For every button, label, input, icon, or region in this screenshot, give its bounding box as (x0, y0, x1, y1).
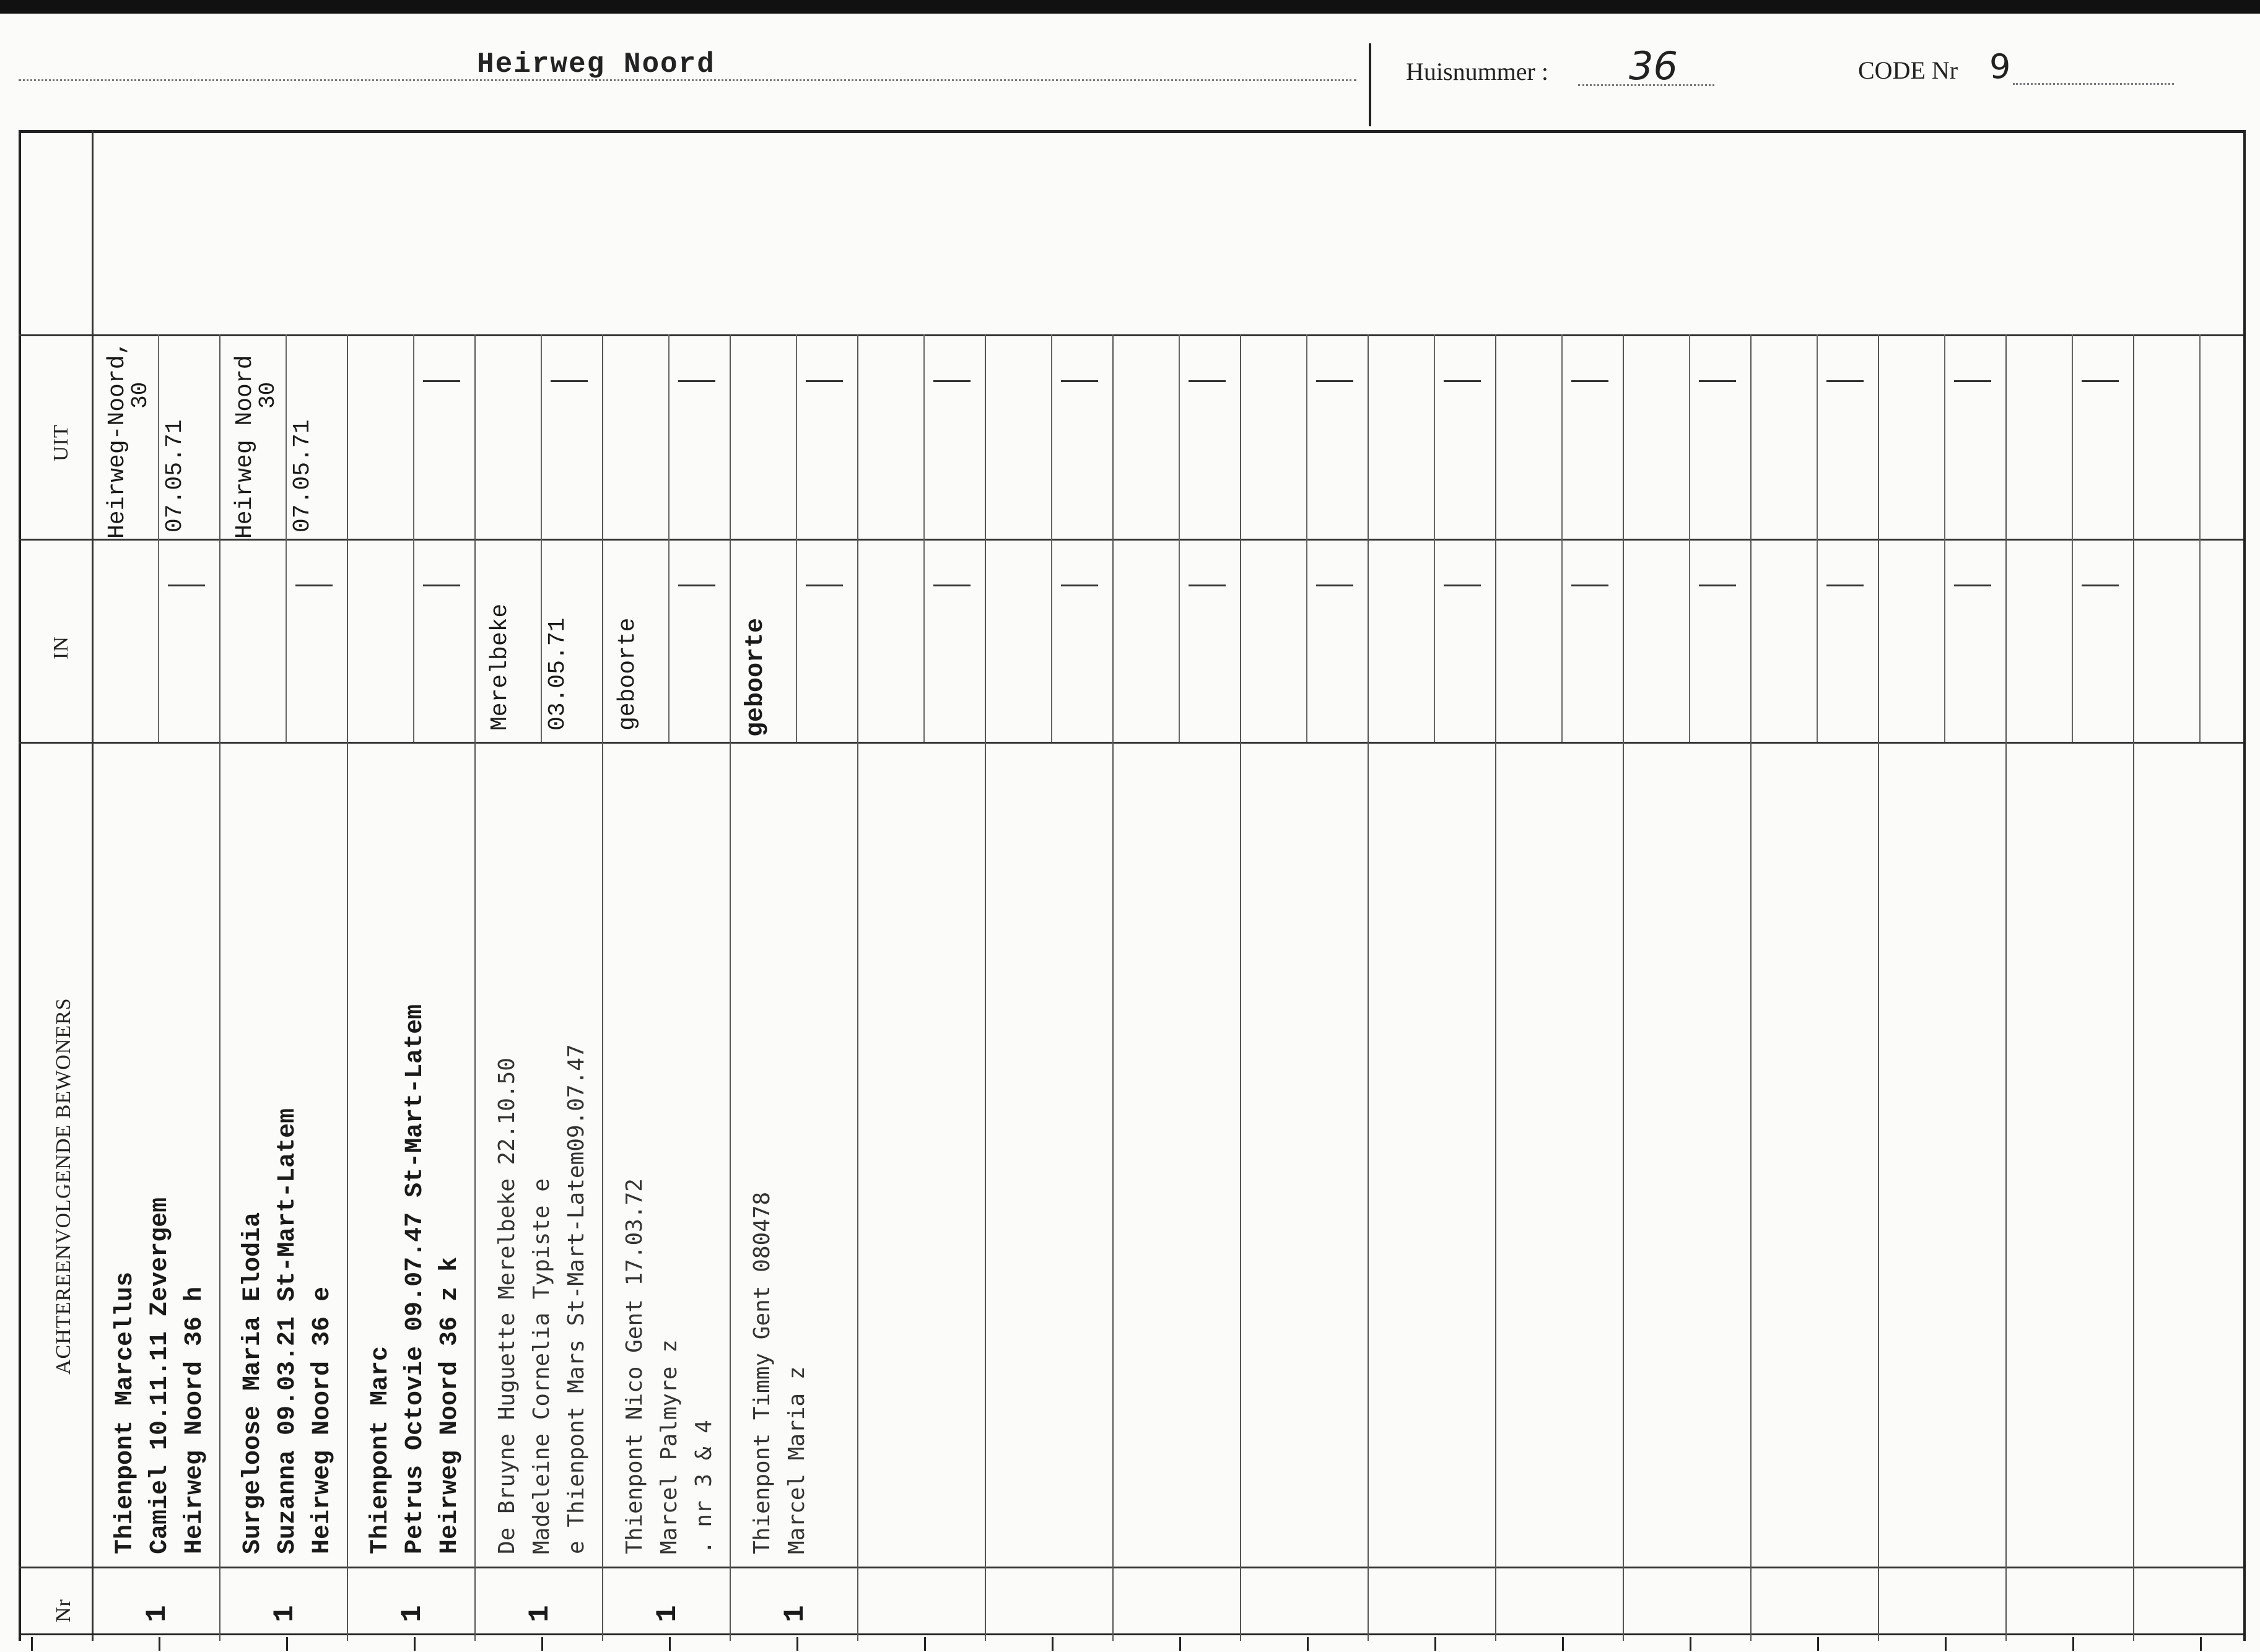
uit-place: Heirweg-Noord, (104, 341, 131, 539)
uit-empty-dash (1189, 380, 1226, 382)
nr-value: 1 (652, 1605, 684, 1622)
bottom-tick (669, 1637, 671, 1651)
row-divider (19, 742, 2243, 744)
bewoner-line: . nr 3 & 4 (691, 1420, 717, 1554)
bottom-tick (31, 1637, 33, 1651)
frame-top (19, 130, 2243, 133)
column-divider (730, 334, 731, 1641)
in-empty-dash (295, 585, 333, 586)
bewoner-line: Madeleine Cornelia Typiste e (529, 1178, 554, 1554)
bewoner-line: Thienpont Nico Gent 17.03.72 (622, 1178, 647, 1554)
frame-left (19, 130, 21, 1641)
nr-value: 1 (779, 1605, 811, 1622)
row-divider (19, 334, 2243, 336)
huisnummer-value: 36 (1629, 43, 1678, 89)
in-empty-dash (933, 585, 971, 586)
bewoner-line: Thienpont Marcellus (111, 1271, 139, 1554)
nr-value: 1 (396, 1605, 429, 1622)
uit-empty-dash (1061, 380, 1098, 382)
bottom-tick (286, 1637, 288, 1651)
bottom-tick (159, 1637, 160, 1651)
bewoner-line: e Thienpont Mars St-Mart-Latem09.07.47 (564, 1044, 589, 1554)
street-name: Heirweg Noord (477, 48, 715, 80)
bewoner-line: Heirweg Noord 36 z k (436, 1256, 464, 1554)
code-label: CODE Nr (1858, 56, 1958, 84)
bottom-tick (2072, 1637, 2074, 1651)
header-divider (1369, 43, 1371, 126)
huisnummer-label: Huisnummer : (1406, 58, 1548, 85)
bewoner-line: De Bruyne Huguette Merelbeke 22.10.50 (494, 1058, 520, 1554)
subcolumn-divider (2199, 334, 2201, 742)
bottom-tick (1052, 1637, 1054, 1651)
bottom-tick (414, 1637, 416, 1651)
in-empty-dash (1444, 585, 1481, 586)
bottom-tick (796, 1637, 798, 1651)
uit-empty-dash (1699, 380, 1736, 382)
uit-empty-dash (933, 380, 971, 382)
column-divider (1240, 334, 1241, 1641)
nr-value: 1 (269, 1605, 301, 1622)
subcolumn-divider (413, 334, 414, 742)
in-empty-dash (1954, 585, 1991, 586)
column-divider (347, 334, 348, 1641)
row-divider (19, 539, 2243, 541)
in-empty-dash (168, 585, 205, 586)
uit-empty-dash (423, 380, 460, 382)
uit-empty-dash (806, 380, 843, 382)
subcolumn-divider (1051, 334, 1052, 742)
column-divider (1112, 334, 1114, 1641)
uit-empty-dash (2082, 380, 2119, 382)
code-dotline (2013, 83, 2174, 85)
code-value: 9 (1989, 47, 2011, 86)
in-label: IN (50, 636, 72, 659)
street-dotline (19, 79, 1356, 81)
uit-empty-dash (551, 380, 588, 382)
subcolumn-divider (1561, 334, 1563, 742)
subcolumn-divider (2072, 334, 2073, 742)
column-divider (1623, 334, 1624, 1641)
bottom-tick (1562, 1637, 1564, 1651)
uit-place: Heirweg Noord (232, 355, 258, 539)
column-divider (985, 334, 986, 1641)
subcolumn-divider (923, 334, 925, 742)
uit-empty-dash (678, 380, 715, 382)
column-divider (2133, 334, 2134, 1641)
uit-date: 07.05.71 (162, 419, 188, 533)
uit-place-number: 30 (128, 381, 153, 409)
in-place: geboorte (742, 617, 770, 737)
frame-right (2243, 130, 2246, 1641)
subcolumn-divider (1944, 334, 1945, 742)
bewoner-line: Petrus Octovie 09.07.47 St-Mart-Latem (401, 1004, 429, 1554)
uit-empty-dash (1954, 380, 1991, 382)
nr-value: 1 (141, 1605, 173, 1622)
bewoner-line: Thienpont Timmy Gent 080478 (749, 1191, 775, 1554)
bewoner-line: Surgeloose Maria Elodia (239, 1212, 267, 1554)
in-empty-dash (1826, 585, 1864, 586)
label-column-divider (92, 130, 94, 1641)
column-divider (474, 334, 476, 1641)
bewoner-line: Heirweg Noord 36 e (308, 1286, 336, 1554)
in-place: Merelbeke (487, 603, 513, 731)
in-place: geboorte (614, 617, 641, 731)
bottom-tick (2200, 1637, 2202, 1651)
nr-value: 1 (524, 1605, 556, 1622)
in-empty-dash (1699, 585, 1736, 586)
in-empty-dash (1061, 585, 1098, 586)
subcolumn-divider (1434, 334, 1435, 742)
column-divider (1878, 334, 1879, 1641)
subcolumn-divider (158, 334, 159, 742)
in-empty-dash (423, 585, 460, 586)
bewoner-line: Marcel Maria z (784, 1366, 809, 1554)
bottom-tick (1307, 1637, 1309, 1651)
bottom-tick (924, 1637, 926, 1651)
bewoner-line: Heirweg Noord 36 h (181, 1286, 209, 1554)
uit-empty-dash (1444, 380, 1481, 382)
in-empty-dash (2082, 585, 2119, 586)
bewoner-line: Suzanna 09.03.21 St-Mart-Latem (274, 1108, 302, 1554)
uit-empty-dash (1571, 380, 1608, 382)
in-empty-dash (678, 585, 715, 586)
bewoner-line: Thienpont Marc (367, 1346, 395, 1554)
in-empty-dash (1571, 585, 1608, 586)
uit-empty-dash (1316, 380, 1353, 382)
uit-empty-dash (1826, 380, 1864, 382)
column-divider (219, 334, 220, 1641)
bottom-tick (1179, 1637, 1181, 1651)
bottom-tick (1945, 1637, 1947, 1651)
subcolumn-divider (286, 334, 287, 742)
in-empty-dash (1189, 585, 1226, 586)
subcolumn-divider (1306, 334, 1307, 742)
column-divider (602, 334, 603, 1641)
huisnummer-dotline (1578, 84, 1714, 86)
row-divider (19, 1567, 2243, 1568)
in-empty-dash (1316, 585, 1353, 586)
uit-date: 07.05.71 (289, 419, 316, 533)
bewoners-label: ACHTEREENVOLGENDE BEWONERS (52, 998, 75, 1375)
frame-bottom (19, 1633, 2243, 1635)
bottom-tick (1690, 1637, 1691, 1651)
bottom-tick (1817, 1637, 1819, 1651)
column-divider (1495, 334, 1496, 1641)
top-border (0, 0, 2260, 14)
nr-label: Nr (52, 1599, 75, 1622)
subcolumn-divider (1179, 334, 1180, 742)
uit-label: UIT (50, 424, 72, 461)
column-divider (1368, 334, 1369, 1641)
column-divider (2005, 334, 2007, 1641)
subcolumn-divider (668, 334, 670, 742)
column-divider (1750, 334, 1752, 1641)
subcolumn-divider (541, 334, 542, 742)
in-date: 03.05.71 (544, 617, 571, 731)
bewoner-line: Marcel Palmyre z (657, 1339, 682, 1554)
in-empty-dash (806, 585, 843, 586)
bottom-tick (541, 1637, 543, 1651)
uit-place-number: 30 (255, 381, 281, 409)
bewoner-line: Camiel 10.11.11 Zevergem (146, 1197, 174, 1554)
subcolumn-divider (796, 334, 797, 742)
subcolumn-divider (1817, 334, 1818, 742)
bottom-tick (1434, 1637, 1436, 1651)
column-divider (857, 334, 858, 1641)
subcolumn-divider (1689, 334, 1690, 742)
